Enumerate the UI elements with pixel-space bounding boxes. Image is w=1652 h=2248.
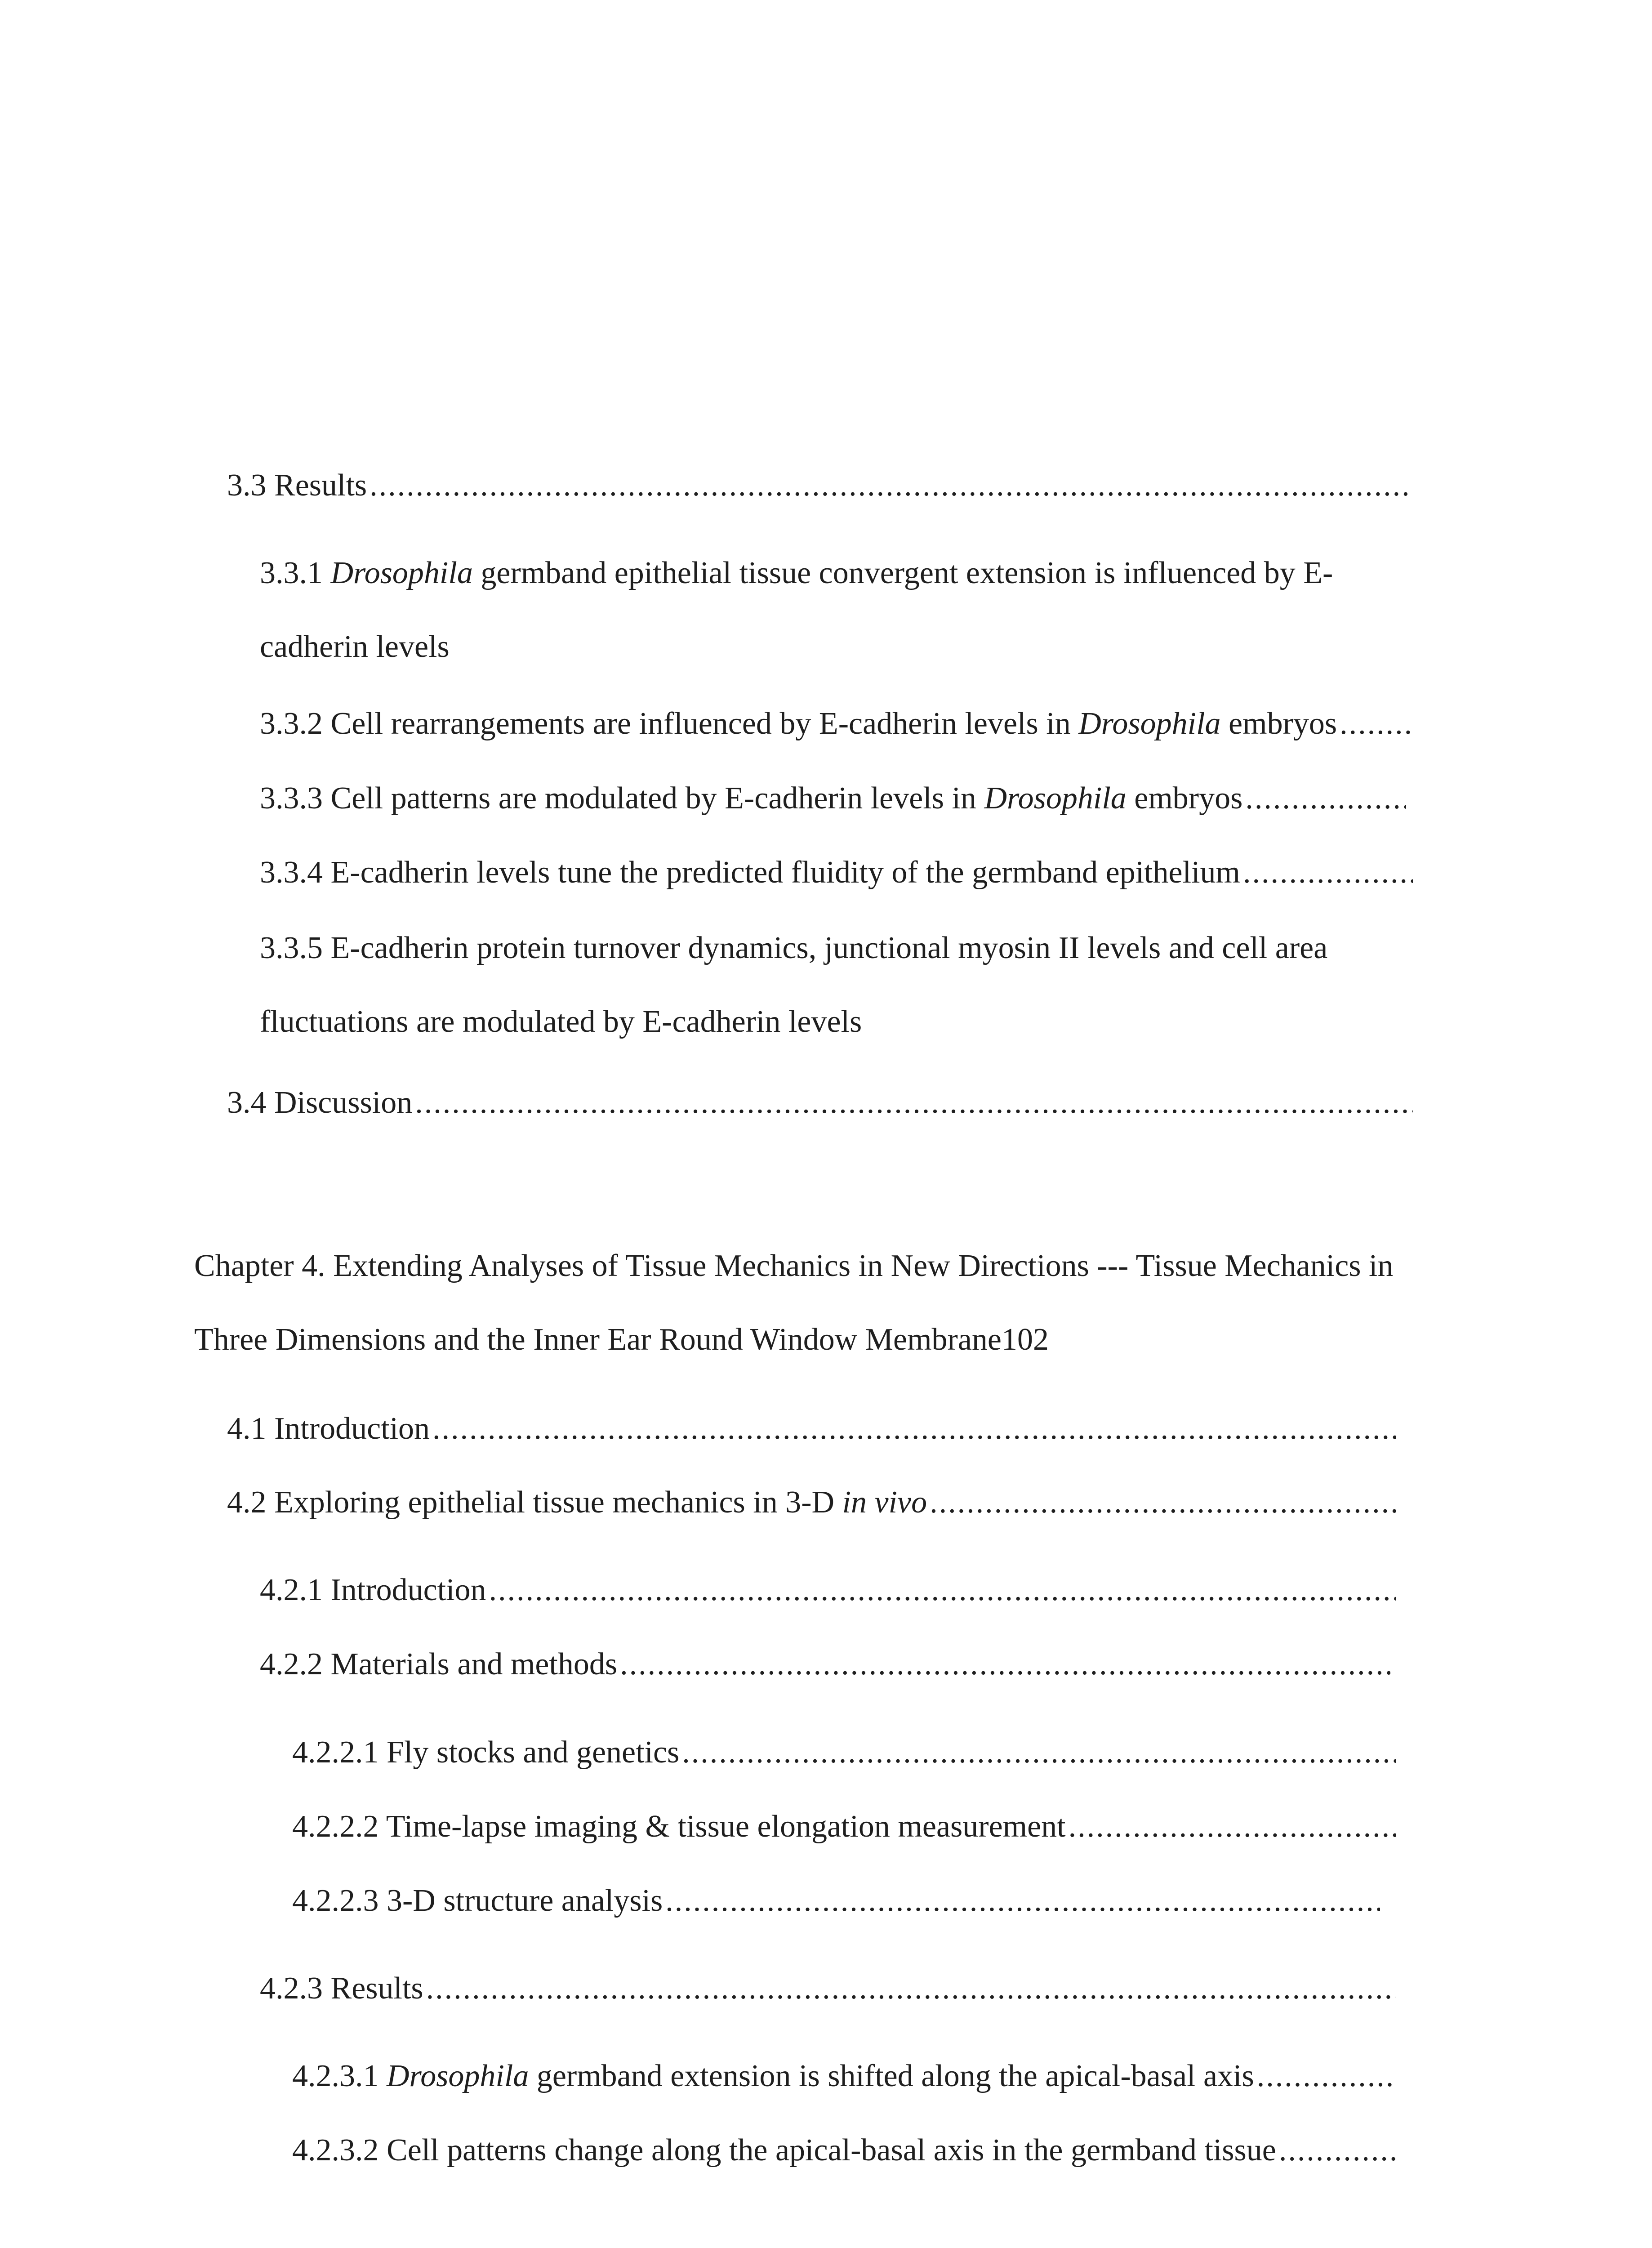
toc-entry-line-1: 3.3.5 E-cadherin protein turnover dynamics, junctional myosin II levels and cell area xyxy=(260,931,1328,965)
dot-leader xyxy=(930,1487,1396,1518)
page-number: 102 xyxy=(1001,1322,1049,1357)
toc-entry-3-4[interactable] xyxy=(227,1087,1413,1119)
toc-entry-title: 4.2.3.1 Drosophila germband extension is shifted along the apical-basal axis xyxy=(292,2059,1254,2093)
dot-leader xyxy=(1257,2061,1396,2092)
toc-entry-title: 4.2.1 Introduction xyxy=(260,1573,486,1607)
chapter-title-line-1: Chapter 4. Extending Analyses of Tissue Mechanics in New Directions --- Tissue Mechanics in xyxy=(194,1249,1394,1283)
dot-leader xyxy=(426,1973,1396,2004)
toc-entry-line-2: fluctuations are modulated by E-cadherin levels xyxy=(260,1004,862,1039)
toc-entry-3-3[interactable] xyxy=(227,470,1413,501)
toc-entry-title: 3.3 Results xyxy=(227,468,367,503)
toc-entry-4-2-2-2[interactable] xyxy=(292,1811,1396,1842)
dot-leader xyxy=(665,1885,1380,1917)
dot-leader xyxy=(682,1737,1396,1768)
dot-leader xyxy=(1243,857,1413,888)
toc-entry-title: 3.3.4 E-cadherin levels tune the predicted fluidity of the germband epithelium xyxy=(260,855,1240,890)
toc-entry-4-2-2-3[interactable] xyxy=(292,1885,1380,1917)
toc-entry-4-2-2-1[interactable] xyxy=(292,1737,1396,1768)
toc-entry-title: 3.3.3 Cell patterns are modulated by E-cadherin levels in Drosophila embryos xyxy=(260,781,1243,816)
dot-leader xyxy=(1279,2135,1396,2166)
toc-entry-3-3-5[interactable] xyxy=(260,932,1413,1038)
toc-entry-3-3-4[interactable] xyxy=(260,857,1413,888)
dot-leader xyxy=(1069,1811,1396,1842)
toc-chapter-4[interactable] xyxy=(194,1250,1448,1356)
species-name: Drosophila xyxy=(984,781,1127,816)
dot-leader xyxy=(432,1413,1396,1445)
toc-entry-4-2-3[interactable] xyxy=(260,1973,1396,2004)
species-name: Drosophila xyxy=(330,556,473,590)
chapter-title-line-2: Three Dimensions and the Inner Ear Round Window Membrane 102 xyxy=(194,1322,1049,1357)
toc-entry-title: 4.2.2.1 Fly stocks and genetics xyxy=(292,1735,680,1770)
toc-entry-3-3-1[interactable] xyxy=(260,558,1413,663)
toc-entry-4-2-3-2[interactable] xyxy=(292,2135,1396,2166)
toc-entry-title: 4.2.2 Materials and methods xyxy=(260,1647,618,1682)
dot-leader xyxy=(415,1087,1413,1119)
toc-entry-title: 3.4 Discussion xyxy=(227,1085,413,1120)
toc-entry-line-1: 3.3.1 Drosophila germband epithelial tissue convergent extension is influenced by E- xyxy=(260,556,1333,590)
latin-term: in vivo xyxy=(842,1485,927,1520)
toc-entry-4-2-2[interactable] xyxy=(260,1649,1390,1680)
toc-entry-4-2-1[interactable] xyxy=(260,1574,1396,1606)
species-name: Drosophila xyxy=(1078,706,1221,741)
species-name: Drosophila xyxy=(387,2059,529,2093)
toc-entry-3-3-2[interactable] xyxy=(260,708,1413,740)
toc-entry-4-1[interactable] xyxy=(227,1413,1396,1445)
dot-leader xyxy=(370,470,1413,501)
toc-entry-title: 4.2 Exploring epithelial tissue mechanics in 3-D in vivo xyxy=(227,1485,927,1520)
dot-leader xyxy=(489,1574,1396,1606)
dot-leader xyxy=(1245,783,1406,814)
dot-leader xyxy=(1340,708,1413,740)
toc-entry-line-2: cadherin levels xyxy=(260,629,450,664)
toc-entry-title: 4.1 Introduction xyxy=(227,1411,430,1446)
toc-entry-title: 4.2.2.2 Time-lapse imaging & tissue elongation measurement xyxy=(292,1809,1066,1844)
toc-entry-4-2[interactable] xyxy=(227,1487,1396,1518)
dot-leader xyxy=(620,1649,1390,1680)
toc-entry-3-3-3[interactable] xyxy=(260,783,1406,814)
toc-entry-title: 4.2.2.3 3-D structure analysis xyxy=(292,1883,663,1918)
toc-entry-title: 4.2.3.2 Cell patterns change along the apical-basal axis in the germband tissue xyxy=(292,2133,1276,2168)
toc-entry-title: 4.2.3 Results xyxy=(260,1971,423,2006)
toc-entry-title: 3.3.2 Cell rearrangements are influenced by E-cadherin levels in Drosophila embryos xyxy=(260,706,1337,741)
toc-entry-4-2-3-1[interactable] xyxy=(292,2061,1396,2092)
